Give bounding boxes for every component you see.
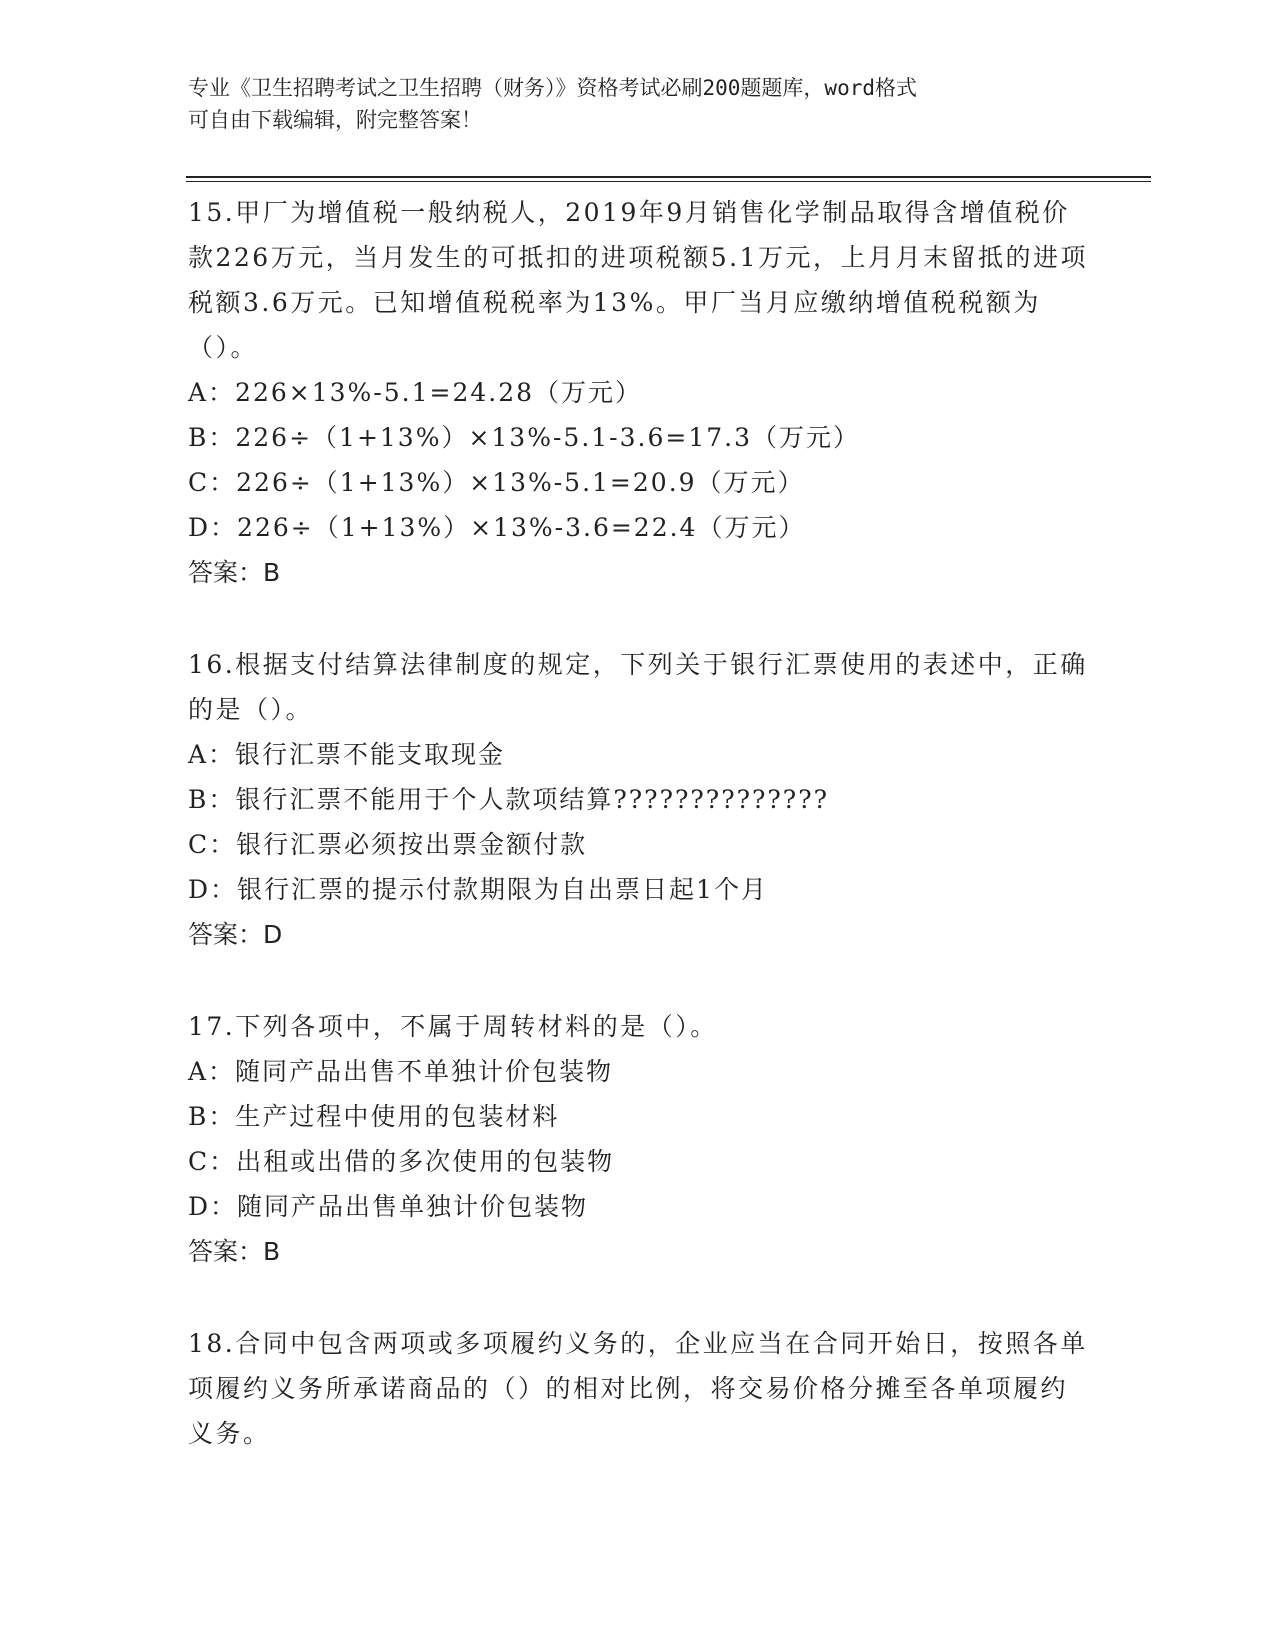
header-line-2: 可自由下载编辑，附完整答案！ xyxy=(188,108,482,132)
question-text: 16.根据支付结算法律制度的规定，下列关于银行汇票使用的表述中，正确的是（）。 xyxy=(188,650,1088,724)
answer: 答案：B xyxy=(188,1237,281,1266)
option-c: C：银行汇票必须按出票金额付款 xyxy=(188,830,588,859)
question-text: 15.甲厂为增值税一般纳税人，2019年9月销售化学制品取得含增值税价款226万元，当月发生的可抵扣的进项税额5.1万元，上月月末留抵的进项税额3.6万元。已知增值税税率为13%。甲厂当月应缴纳增值税税额为（）。 xyxy=(188,198,1088,362)
question-18 xyxy=(188,1321,1088,1456)
document-header xyxy=(188,72,1088,136)
option-b: B：226÷（1+13%）×13%-5.1-3.6=17.3（万元） xyxy=(188,423,860,452)
answer: 答案：B xyxy=(188,558,281,587)
header-rule-thick xyxy=(186,176,1151,178)
question-text: 17.下列各项中，不属于周转材料的是（）。 xyxy=(188,1012,718,1041)
option-a: A：银行汇票不能支取现金 xyxy=(188,740,506,769)
question-list xyxy=(188,190,1088,1456)
option-b: B：生产过程中使用的包装材料 xyxy=(188,1102,560,1131)
answer: 答案：D xyxy=(188,920,283,949)
question-15 xyxy=(188,190,1088,595)
option-c: C：226÷（1+13%）×13%-5.1=20.9（万元） xyxy=(188,468,805,497)
question-16 xyxy=(188,642,1088,957)
option-a: A：随同产品出售不单独计价包装物 xyxy=(188,1057,614,1086)
question-text: 18.合同中包含两项或多项履约义务的，企业应当在合同开始日，按照各单项履约义务所承诺商品的（）的相对比例，将交易价格分摊至各单项履约义务。 xyxy=(188,1329,1088,1448)
question-17 xyxy=(188,1004,1088,1274)
option-d: D：随同产品出售单独计价包装物 xyxy=(188,1192,589,1221)
option-d: D：银行汇票的提示付款期限为自出票日起1个月 xyxy=(188,875,768,904)
header-line-1: 专业《卫生招聘考试之卫生招聘（财务）》资格考试必刷200题题库，word格式 xyxy=(188,76,917,100)
option-d: D：226÷（1+13%）×13%-3.6=22.4（万元） xyxy=(188,513,806,542)
option-b: B：银行汇票不能用于个人款项结算?????????????? xyxy=(188,785,830,814)
option-a: A：226×13%-5.1=24.28（万元） xyxy=(188,378,643,407)
option-c: C：出租或出借的多次使用的包装物 xyxy=(188,1147,615,1176)
header-rule-thin xyxy=(186,181,1151,182)
